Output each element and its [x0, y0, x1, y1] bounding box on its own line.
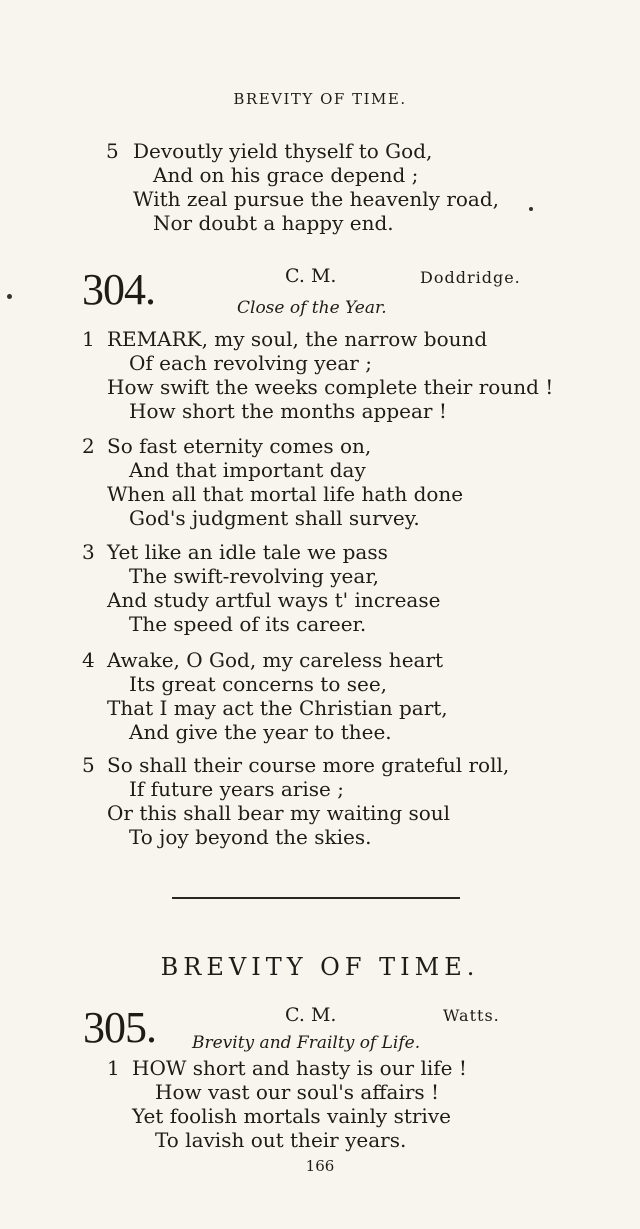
verse-line: Its great concerns to see,: [129, 672, 388, 696]
verse-line: The speed of its career.: [129, 612, 367, 636]
ink-speck: [7, 294, 12, 299]
stanza-number: 3: [82, 540, 95, 564]
verse-line: How vast our soul's affairs !: [155, 1080, 440, 1104]
verse-line: Yet foolish mortals vainly strive: [132, 1104, 451, 1128]
hymn-author: Doddridge.: [420, 268, 521, 287]
verse-line: REMARK, my soul, the narrow bound: [107, 327, 488, 351]
verse-line: How short the months appear !: [129, 399, 447, 423]
verse-line: Of each revolving year ;: [129, 351, 372, 375]
stanza-number: 5: [106, 139, 119, 163]
verse-line: That I may act the Christian part,: [107, 696, 448, 720]
hymn-number: 305.: [83, 1003, 156, 1052]
hymn-subtitle: Close of the Year.: [237, 298, 387, 318]
verse-line: To joy beyond the skies.: [129, 825, 372, 849]
verse-line: So shall their course more grateful roll,: [107, 753, 510, 777]
verse-line: And study artful ways t' increase: [107, 588, 441, 612]
hymn-author: Watts.: [443, 1006, 500, 1025]
hymn-meter: C. M.: [285, 265, 337, 287]
stanza-number: 4: [82, 648, 95, 672]
hymn-subtitle: Brevity and Frailty of Life.: [192, 1033, 421, 1053]
verse-line: So fast eternity comes on,: [107, 434, 372, 458]
stanza-number: 1: [107, 1056, 120, 1080]
verse-line: If future years arise ;: [129, 777, 344, 801]
verse-line: Or this shall bear my waiting soul: [107, 801, 451, 825]
verse-line: And give the year to thee.: [129, 720, 392, 744]
verse-line: HOW short and hasty is our life !: [132, 1056, 467, 1080]
stanza-number: 2: [82, 434, 95, 458]
verse-line: With zeal pursue the heavenly road,: [133, 187, 500, 211]
verse-line: Devoutly yield thyself to God,: [133, 139, 433, 163]
running-head: BREVITY OF TIME.: [233, 90, 407, 108]
verse-line: And on his grace depend ;: [153, 163, 419, 187]
verse-line: God's judgment shall survey.: [129, 506, 420, 530]
hymn-meter: C. M.: [285, 1004, 337, 1026]
ink-speck: [529, 207, 533, 211]
verse-line: To lavish out their years.: [155, 1128, 407, 1152]
verse-line: When all that mortal life hath done: [107, 482, 464, 506]
verse-line: How swift the weeks complete their round !: [107, 375, 554, 399]
stanza-number: 5: [82, 753, 95, 777]
verse-line: And that important day: [129, 458, 366, 482]
page-number: 166: [305, 1157, 335, 1175]
section-divider: [172, 897, 460, 899]
verse-line: The swift-revolving year,: [129, 564, 380, 588]
verse-line: Nor doubt a happy end.: [153, 211, 394, 235]
verse-line: Awake, O God, my careless heart: [107, 648, 444, 672]
stanza-number: 1: [82, 327, 95, 351]
hymn-number: 304.: [82, 265, 155, 314]
section-title: BREVITY OF TIME.: [160, 953, 480, 981]
verse-line: Yet like an idle tale we pass: [107, 540, 388, 564]
